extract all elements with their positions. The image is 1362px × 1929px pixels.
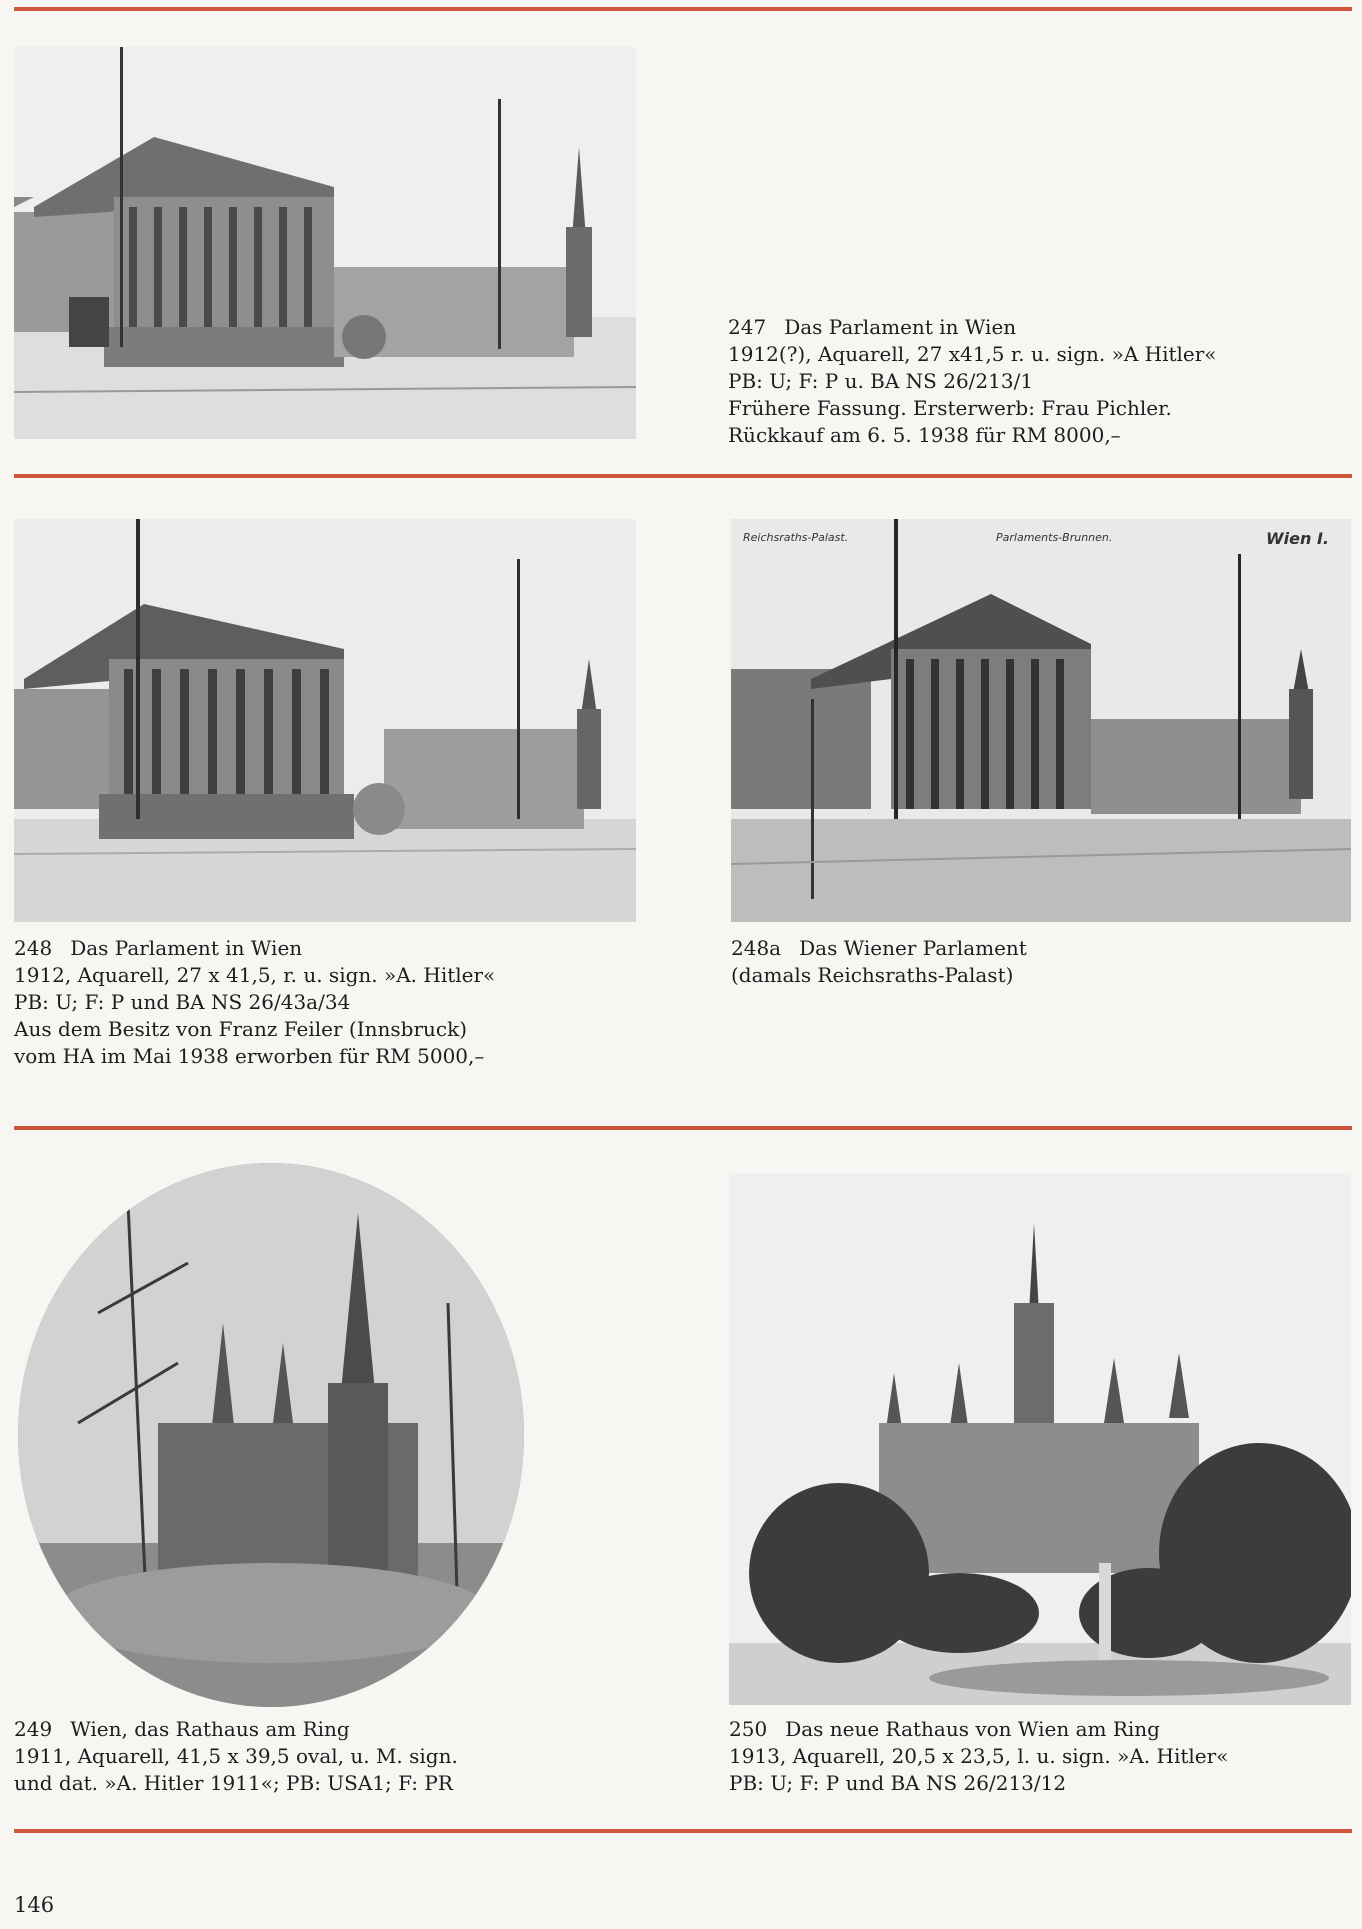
caption-detail: PB: U; F: P u. BA NS 26/213/1 [728, 369, 1034, 393]
caption-heading [729, 1716, 1228, 1743]
caption-detail: und dat. »A. Hitler 1911«; PB: USA1; F: PR [14, 1771, 453, 1795]
figure-title: Das neue Rathaus von Wien am Ring [785, 1717, 1160, 1741]
figure-title: Das Wiener Parlament [799, 936, 1027, 960]
caption-heading [728, 314, 1217, 341]
figure-248a-caption [731, 935, 1027, 989]
caption-detail: Rückkauf am 6. 5. 1938 für RM 8000,– [728, 423, 1121, 447]
figure-number: 249 [14, 1717, 53, 1741]
bottom-rule [14, 1829, 1352, 1833]
figure-title: Das Parlament in Wien [70, 936, 303, 960]
top-rule [14, 7, 1352, 11]
caption-detail: Frühere Fassung. Ersterwerb: Frau Pichler. [728, 396, 1172, 420]
figure-247-image [14, 47, 636, 439]
figure-248a-image [731, 519, 1351, 922]
postcard-label-right: Wien I. [1266, 529, 1329, 548]
figure-250-image [729, 1173, 1351, 1705]
figure-249-caption [14, 1716, 458, 1797]
page-number: 146 [14, 1893, 55, 1917]
parliament-building-picture [14, 519, 636, 922]
caption-heading [731, 935, 1027, 962]
town-hall-picture [729, 1173, 1351, 1705]
figure-title: Das Parlament in Wien [784, 315, 1017, 339]
postcard-label-left: Reichsraths-Palast. [743, 531, 849, 544]
section-rule-2 [14, 1126, 1352, 1130]
caption-detail: 1912, Aquarell, 27 x 41,5, r. u. sign. »A. Hitler« [14, 963, 496, 987]
figure-249-image [18, 1163, 524, 1707]
caption-detail: vom HA im Mai 1938 erworben für RM 5000,– [14, 1044, 485, 1068]
caption-heading [14, 935, 495, 962]
figure-title: Wien, das Rathaus am Ring [70, 1717, 350, 1741]
figure-number: 248a [731, 936, 782, 960]
figure-number: 250 [729, 1717, 768, 1741]
parliament-building-picture [731, 519, 1351, 922]
caption-detail: Aus dem Besitz von Franz Feiler (Innsbruck) [14, 1017, 468, 1041]
caption-heading [14, 1716, 458, 1743]
caption-detail: (damals Reichsraths-Palast) [731, 963, 1014, 987]
figure-number: 248 [14, 936, 53, 960]
town-hall-picture [18, 1163, 524, 1707]
section-rule-1 [14, 474, 1352, 478]
caption-detail: PB: U; F: P und BA NS 26/213/12 [729, 1771, 1067, 1795]
caption-detail: 1913, Aquarell, 20,5 x 23,5, l. u. sign. »A. Hitler« [729, 1744, 1229, 1768]
figure-247-caption [728, 314, 1217, 449]
figure-250-caption [729, 1716, 1228, 1797]
parliament-building-picture [14, 47, 636, 439]
figure-248-image [14, 519, 636, 922]
postcard-label-center: Parlaments-Brunnen. [996, 531, 1113, 544]
figure-248-caption [14, 935, 495, 1070]
caption-detail: 1912(?), Aquarell, 27 x41,5 r. u. sign. »A Hitler« [728, 342, 1217, 366]
caption-detail: 1911, Aquarell, 41,5 x 39,5 oval, u. M. sign. [14, 1744, 458, 1768]
caption-detail: PB: U; F: P und BA NS 26/43a/34 [14, 990, 351, 1014]
figure-number: 247 [728, 315, 767, 339]
